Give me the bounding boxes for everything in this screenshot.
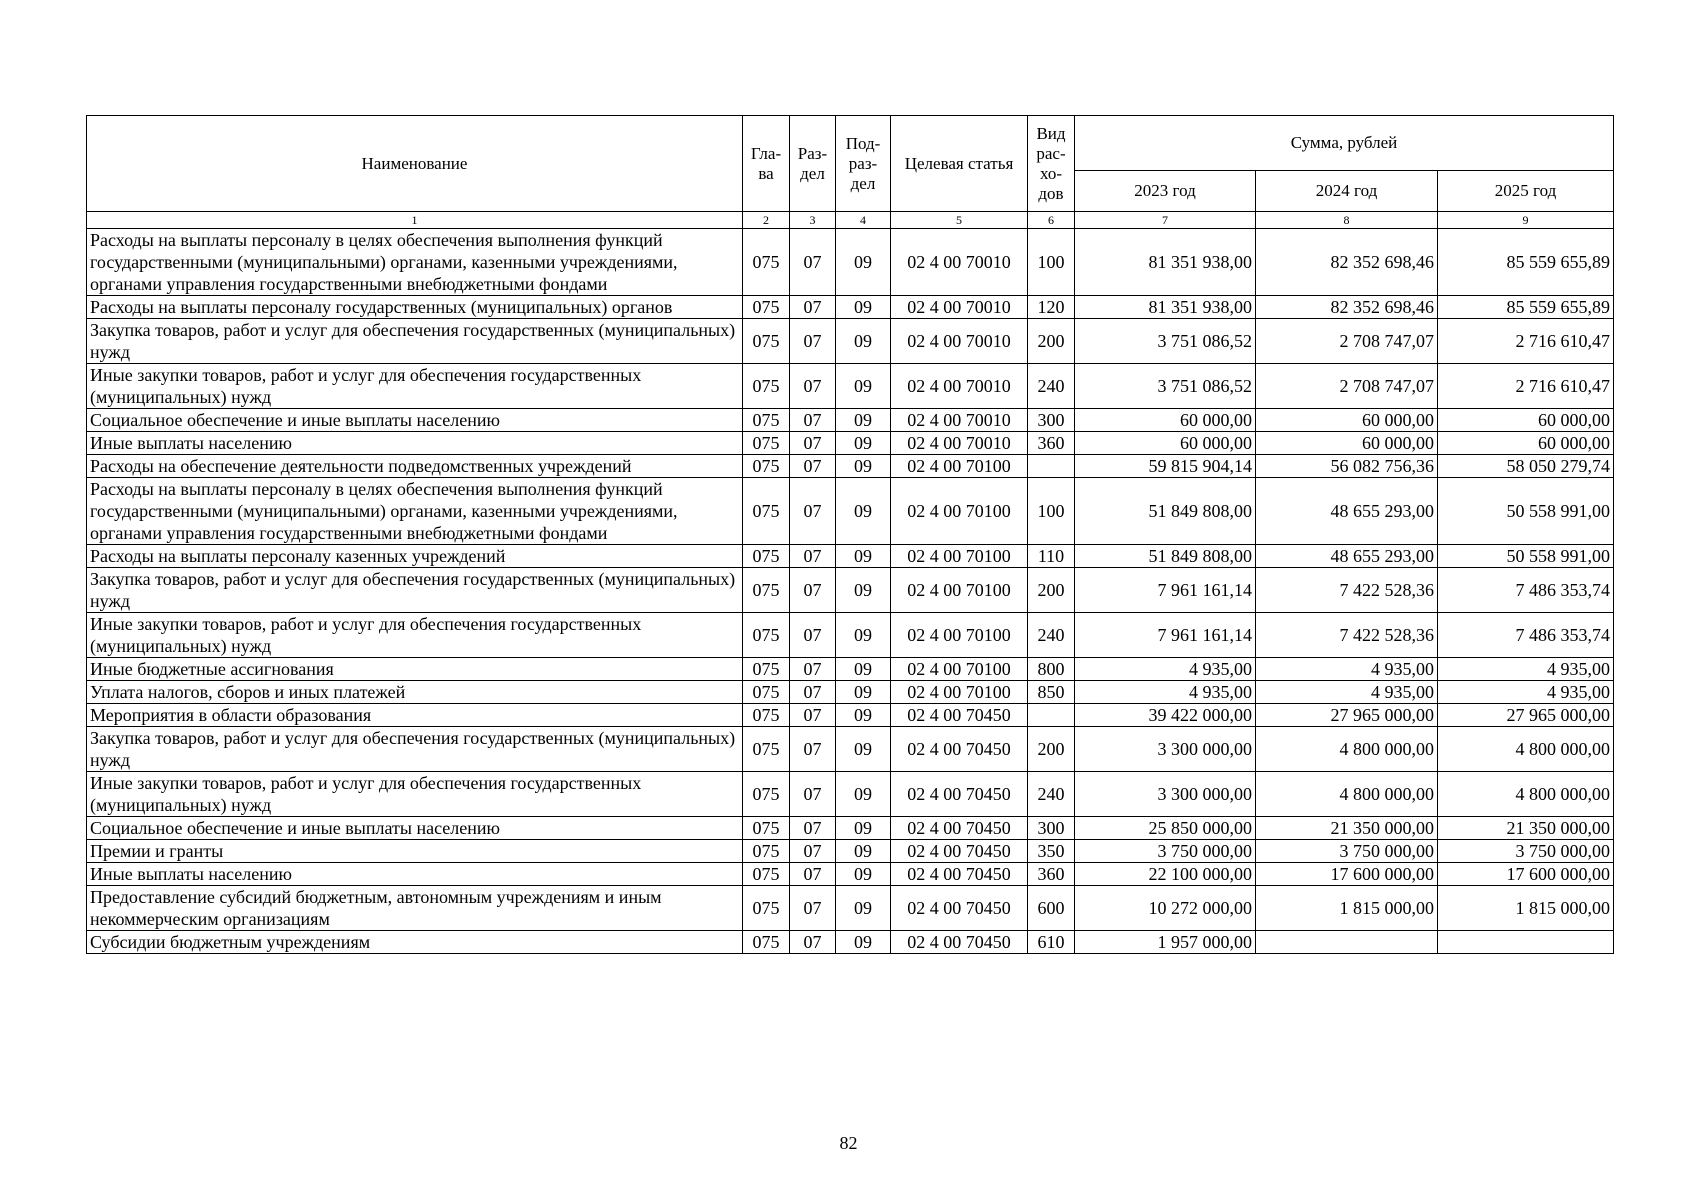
row-sum-2025: 1 815 000,00 [1438,886,1614,931]
table-row [87,931,1614,954]
row-podrazdel: 09 [836,704,891,727]
row-razdel: 07 [790,319,836,364]
row-podrazdel: 09 [836,863,891,886]
table-row [87,704,1614,727]
table-row [87,727,1614,772]
table-row [87,364,1614,409]
row-vid-raskhodov [1028,455,1075,478]
row-podrazdel: 09 [836,817,891,840]
table-body [87,229,1614,954]
budget-table [86,115,1614,954]
row-sum-2025: 2 716 610,47 [1438,364,1614,409]
row-vid-raskhodov [1028,704,1075,727]
row-vid-raskhodov: 850 [1028,681,1075,704]
row-razdel: 07 [790,478,836,545]
row-name: Расходы на выплаты персоналу государственных (муниципальных) органов [87,296,743,319]
row-sum-2025: 60 000,00 [1438,432,1614,455]
row-sum-2024: 48 655 293,00 [1256,545,1438,568]
row-sum-2024: 1 815 000,00 [1256,886,1438,931]
row-tselevaya-statya: 02 4 00 70450 [891,704,1028,727]
row-sum-2024 [1256,931,1438,954]
row-tselevaya-statya: 02 4 00 70100 [891,613,1028,658]
row-tselevaya-statya: 02 4 00 70100 [891,658,1028,681]
row-podrazdel: 09 [836,229,891,296]
row-razdel: 07 [790,863,836,886]
row-name: Иные закупки товаров, работ и услуг для обеспечения государственных (муниципальных) нужд [87,364,743,409]
row-sum-2023: 10 272 000,00 [1075,886,1256,931]
row-name: Иные выплаты населению [87,432,743,455]
row-tselevaya-statya: 02 4 00 70010 [891,229,1028,296]
row-razdel: 07 [790,772,836,817]
column-number: 3 [790,212,836,229]
column-number: 6 [1028,212,1075,229]
row-tselevaya-statya: 02 4 00 70010 [891,319,1028,364]
row-sum-2023: 22 100 000,00 [1075,863,1256,886]
row-glava: 075 [743,704,790,727]
row-tselevaya-statya: 02 4 00 70450 [891,931,1028,954]
row-vid-raskhodov: 600 [1028,886,1075,931]
row-sum-2025: 3 750 000,00 [1438,840,1614,863]
column-number: 7 [1075,212,1256,229]
row-glava: 075 [743,568,790,613]
row-vid-raskhodov: 800 [1028,658,1075,681]
budget-table-page [86,115,1613,954]
row-name: Субсидии бюджетным учреждениям [87,931,743,954]
row-tselevaya-statya: 02 4 00 70450 [891,772,1028,817]
row-podrazdel: 09 [836,568,891,613]
row-tselevaya-statya: 02 4 00 70450 [891,727,1028,772]
table-row [87,772,1614,817]
row-sum-2024: 48 655 293,00 [1256,478,1438,545]
table-row [87,545,1614,568]
row-sum-2024: 60 000,00 [1256,432,1438,455]
row-sum-2025: 27 965 000,00 [1438,704,1614,727]
row-name: Расходы на выплаты персоналу казенных учреждений [87,545,743,568]
row-tselevaya-statya: 02 4 00 70100 [891,568,1028,613]
row-sum-2023: 60 000,00 [1075,409,1256,432]
column-number: 8 [1256,212,1438,229]
row-sum-2024: 2 708 747,07 [1256,364,1438,409]
row-vid-raskhodov: 300 [1028,409,1075,432]
row-sum-2024: 60 000,00 [1256,409,1438,432]
row-vid-raskhodov: 200 [1028,727,1075,772]
row-tselevaya-statya: 02 4 00 70100 [891,478,1028,545]
row-name: Закупка товаров, работ и услуг для обеспечения государственных (муниципальных) нужд [87,568,743,613]
row-podrazdel: 09 [836,455,891,478]
row-sum-2024: 4 935,00 [1256,658,1438,681]
row-sum-2024: 4 800 000,00 [1256,727,1438,772]
row-sum-2023: 81 351 938,00 [1075,229,1256,296]
table-row [87,817,1614,840]
column-number: 2 [743,212,790,229]
row-name: Премии и гранты [87,840,743,863]
row-podrazdel: 09 [836,772,891,817]
row-name: Расходы на выплаты персоналу в целях обеспечения выполнения функций государственными (муниципальными) органами, казенными учреждениями, органами управления государственными внебюджетными фондами [87,229,743,296]
row-vid-raskhodov: 610 [1028,931,1075,954]
row-vid-raskhodov: 240 [1028,613,1075,658]
row-name: Расходы на обеспечение деятельности подведомственных учреждений [87,455,743,478]
row-sum-2025: 7 486 353,74 [1438,613,1614,658]
row-sum-2023: 3 750 000,00 [1075,840,1256,863]
row-sum-2023: 3 300 000,00 [1075,772,1256,817]
row-razdel: 07 [790,817,836,840]
row-glava: 075 [743,229,790,296]
row-vid-raskhodov: 100 [1028,229,1075,296]
row-podrazdel: 09 [836,364,891,409]
row-sum-2024: 2 708 747,07 [1256,319,1438,364]
table-row [87,319,1614,364]
row-sum-2025: 2 716 610,47 [1438,319,1614,364]
row-vid-raskhodov: 360 [1028,863,1075,886]
row-tselevaya-statya: 02 4 00 70450 [891,863,1028,886]
row-glava: 075 [743,432,790,455]
row-vid-raskhodov: 300 [1028,817,1075,840]
row-podrazdel: 09 [836,545,891,568]
row-sum-2024: 4 800 000,00 [1256,772,1438,817]
row-vid-raskhodov: 100 [1028,478,1075,545]
row-sum-2024: 21 350 000,00 [1256,817,1438,840]
row-name: Иные выплаты населению [87,863,743,886]
row-razdel: 07 [790,568,836,613]
table-row [87,296,1614,319]
header-podrazdel: Под- раз- дел [836,116,891,212]
row-name: Мероприятия в области образования [87,704,743,727]
row-sum-2025: 4 800 000,00 [1438,772,1614,817]
row-tselevaya-statya: 02 4 00 70100 [891,545,1028,568]
row-sum-2023: 7 961 161,14 [1075,568,1256,613]
row-sum-2023: 51 849 808,00 [1075,545,1256,568]
row-tselevaya-statya: 02 4 00 70450 [891,840,1028,863]
row-name: Закупка товаров, работ и услуг для обеспечения государственных (муниципальных) нужд [87,319,743,364]
table-row [87,478,1614,545]
table-row [87,455,1614,478]
row-tselevaya-statya: 02 4 00 70010 [891,432,1028,455]
row-sum-2023: 3 751 086,52 [1075,319,1256,364]
row-razdel: 07 [790,229,836,296]
row-podrazdel: 09 [836,478,891,545]
row-vid-raskhodov: 110 [1028,545,1075,568]
row-sum-2023: 39 422 000,00 [1075,704,1256,727]
column-number: 9 [1438,212,1614,229]
row-vid-raskhodov: 240 [1028,772,1075,817]
row-glava: 075 [743,613,790,658]
column-number: 4 [836,212,891,229]
header-razdel: Раз- дел [790,116,836,212]
row-sum-2025: 58 050 279,74 [1438,455,1614,478]
row-sum-2025: 60 000,00 [1438,409,1614,432]
row-glava: 075 [743,658,790,681]
table-row [87,658,1614,681]
column-number: 1 [87,212,743,229]
row-tselevaya-statya: 02 4 00 70100 [891,681,1028,704]
row-sum-2025: 50 558 991,00 [1438,478,1614,545]
row-tselevaya-statya: 02 4 00 70100 [891,455,1028,478]
row-sum-2023: 51 849 808,00 [1075,478,1256,545]
row-glava: 075 [743,817,790,840]
row-glava: 075 [743,545,790,568]
row-name: Иные закупки товаров, работ и услуг для обеспечения государственных (муниципальных) нужд [87,613,743,658]
row-sum-2023: 59 815 904,14 [1075,455,1256,478]
row-podrazdel: 09 [836,296,891,319]
row-name: Социальное обеспечение и иные выплаты населению [87,817,743,840]
row-razdel: 07 [790,432,836,455]
table-row [87,409,1614,432]
row-name: Расходы на выплаты персоналу в целях обеспечения выполнения функций государственными (муниципальными) органами, казенными учреждениями, органами управления государственными внебюджетными фондами [87,478,743,545]
row-podrazdel: 09 [836,432,891,455]
row-tselevaya-statya: 02 4 00 70450 [891,886,1028,931]
row-sum-2025 [1438,931,1614,954]
row-glava: 075 [743,478,790,545]
row-sum-2024: 7 422 528,36 [1256,613,1438,658]
row-glava: 075 [743,364,790,409]
row-sum-2023: 60 000,00 [1075,432,1256,455]
table-row [87,840,1614,863]
row-sum-2024: 82 352 698,46 [1256,229,1438,296]
row-glava: 075 [743,681,790,704]
row-sum-2024: 4 935,00 [1256,681,1438,704]
header-name: Наименование [87,116,743,212]
row-name: Уплата налогов, сборов и иных платежей [87,681,743,704]
row-sum-2025: 7 486 353,74 [1438,568,1614,613]
row-sum-2025: 50 558 991,00 [1438,545,1614,568]
table-row [87,432,1614,455]
row-razdel: 07 [790,931,836,954]
header-glava: Гла- ва [743,116,790,212]
row-vid-raskhodov: 360 [1028,432,1075,455]
row-sum-2023: 81 351 938,00 [1075,296,1256,319]
table-row [87,681,1614,704]
row-vid-raskhodov: 240 [1028,364,1075,409]
row-sum-2023: 3 751 086,52 [1075,364,1256,409]
row-sum-2025: 17 600 000,00 [1438,863,1614,886]
row-podrazdel: 09 [836,931,891,954]
row-glava: 075 [743,931,790,954]
row-name: Социальное обеспечение и иные выплаты населению [87,409,743,432]
row-vid-raskhodov: 350 [1028,840,1075,863]
row-podrazdel: 09 [836,886,891,931]
header-year-2025: 2025 год [1438,171,1614,212]
row-tselevaya-statya: 02 4 00 70010 [891,296,1028,319]
row-sum-2024: 56 082 756,36 [1256,455,1438,478]
row-tselevaya-statya: 02 4 00 70010 [891,364,1028,409]
row-glava: 075 [743,863,790,886]
row-sum-2024: 82 352 698,46 [1256,296,1438,319]
row-podrazdel: 09 [836,409,891,432]
row-glava: 075 [743,319,790,364]
row-sum-2024: 27 965 000,00 [1256,704,1438,727]
row-razdel: 07 [790,886,836,931]
row-razdel: 07 [790,545,836,568]
row-glava: 075 [743,409,790,432]
row-sum-2024: 3 750 000,00 [1256,840,1438,863]
row-name: Предоставление субсидий бюджетным, автономным учреждениям и иным некоммерческим организациям [87,886,743,931]
row-glava: 075 [743,840,790,863]
row-name: Закупка товаров, работ и услуг для обеспечения государственных (муниципальных) нужд [87,727,743,772]
column-number-row [87,212,1614,229]
row-razdel: 07 [790,409,836,432]
row-glava: 075 [743,772,790,817]
row-sum-2023: 1 957 000,00 [1075,931,1256,954]
column-number: 5 [891,212,1028,229]
row-podrazdel: 09 [836,319,891,364]
row-sum-2025: 4 935,00 [1438,658,1614,681]
row-glava: 075 [743,886,790,931]
header-vid-raskhodov: Вид рас- хо- дов [1028,116,1075,212]
row-tselevaya-statya: 02 4 00 70450 [891,817,1028,840]
row-sum-2025: 4 800 000,00 [1438,727,1614,772]
table-row [87,886,1614,931]
row-podrazdel: 09 [836,681,891,704]
row-razdel: 07 [790,455,836,478]
row-sum-2025: 85 559 655,89 [1438,296,1614,319]
row-razdel: 07 [790,840,836,863]
row-name: Иные закупки товаров, работ и услуг для обеспечения государственных (муниципальных) нужд [87,772,743,817]
header-summa: Сумма, рублей [1075,116,1614,171]
table-row [87,613,1614,658]
row-sum-2023: 3 300 000,00 [1075,727,1256,772]
header-year-2023: 2023 год [1075,171,1256,212]
row-tselevaya-statya: 02 4 00 70010 [891,409,1028,432]
row-glava: 075 [743,727,790,772]
row-sum-2023: 7 961 161,14 [1075,613,1256,658]
row-sum-2025: 4 935,00 [1438,681,1614,704]
row-sum-2025: 21 350 000,00 [1438,817,1614,840]
row-sum-2023: 4 935,00 [1075,681,1256,704]
row-podrazdel: 09 [836,840,891,863]
row-razdel: 07 [790,727,836,772]
row-glava: 075 [743,455,790,478]
row-podrazdel: 09 [836,613,891,658]
row-podrazdel: 09 [836,658,891,681]
row-razdel: 07 [790,681,836,704]
row-sum-2024: 7 422 528,36 [1256,568,1438,613]
row-vid-raskhodov: 120 [1028,296,1075,319]
row-razdel: 07 [790,364,836,409]
header-year-2024: 2024 год [1256,171,1438,212]
row-razdel: 07 [790,613,836,658]
page-number: 82 [839,1133,858,1153]
table-row [87,568,1614,613]
row-vid-raskhodov: 200 [1028,319,1075,364]
row-podrazdel: 09 [836,727,891,772]
row-sum-2025: 85 559 655,89 [1438,229,1614,296]
row-name: Иные бюджетные ассигнования [87,658,743,681]
row-glava: 075 [743,296,790,319]
row-razdel: 07 [790,704,836,727]
row-razdel: 07 [790,658,836,681]
row-vid-raskhodov: 200 [1028,568,1075,613]
table-row [87,229,1614,296]
row-sum-2024: 17 600 000,00 [1256,863,1438,886]
row-sum-2023: 25 850 000,00 [1075,817,1256,840]
row-sum-2023: 4 935,00 [1075,658,1256,681]
header-tselevaya-statya: Целевая статья [891,116,1028,212]
row-razdel: 07 [790,296,836,319]
table-row [87,863,1614,886]
